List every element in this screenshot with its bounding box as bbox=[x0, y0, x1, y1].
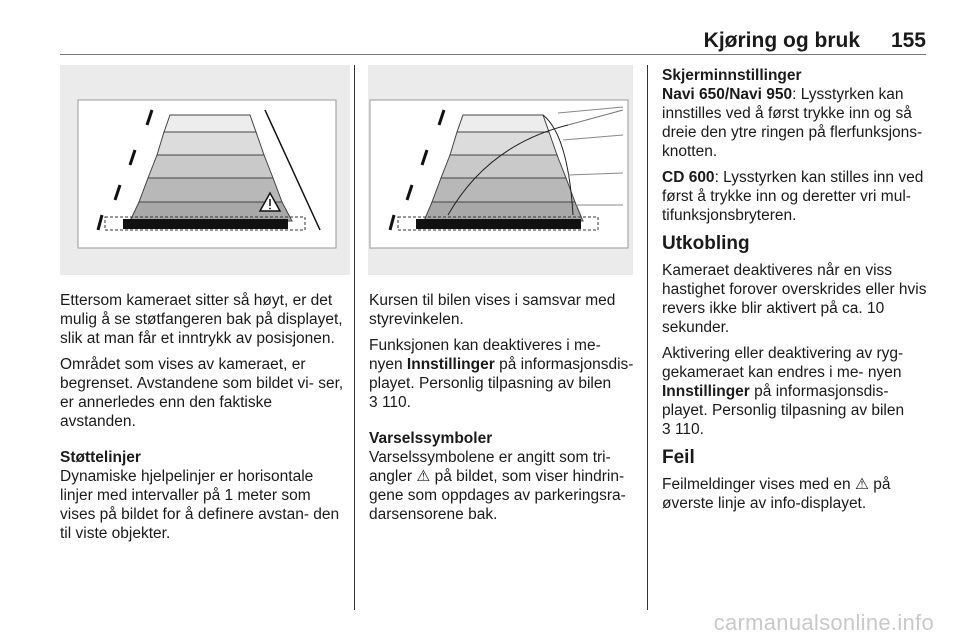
left-column bbox=[60, 291, 346, 550]
paragraph: Aktivering eller deaktivering av ryg- gekameraet kan endres i me- nyen Innstillinger på informasjonsdis- playet. Personlig tilpasning av bilen 3 110. bbox=[662, 345, 905, 438]
page-header bbox=[60, 28, 926, 55]
paragraph: Feilmeldinger vises med en ⚠ på øverste linje av info-displayet. bbox=[662, 476, 891, 512]
page-ref: 110. bbox=[674, 421, 704, 438]
warning-triangle-icon: ⚠ bbox=[416, 468, 431, 485]
paragraph: Varselssymbolene er angitt som tri- angler ⚠ på bildet, som viser hindrin- gene som oppdages av parkeringsra- darsensorene bak. bbox=[369, 449, 626, 523]
figure-rear-camera-guidelines bbox=[60, 65, 350, 275]
paragraph: Ettersom kameraet sitter så høyt, er det mulig å se støtfangeren bak på displayet, slik at man får et inntrykk av posisjonen. bbox=[60, 292, 343, 347]
subheading: Skjerminnstillinger bbox=[662, 67, 802, 84]
paragraph: CD 600: Lysstyrken kan stilles inn ved først å trykke inn og deretter vri mul- tifunksjonsbryteren. bbox=[662, 169, 924, 224]
paragraph: Dynamiske hjelpelinjer er horisontale linjer med intervaller på 1 meter som vises på bildet for å definere avstan- den til viste objekter. bbox=[60, 468, 340, 542]
column-divider-right bbox=[647, 65, 648, 610]
section-heading: Utkobling bbox=[662, 233, 750, 254]
page-ref-icon: 3 bbox=[369, 394, 378, 411]
figure-rear-camera-trajectory bbox=[368, 65, 633, 275]
subheading: Støttelinjer bbox=[60, 449, 141, 466]
section-heading: Feil bbox=[662, 447, 695, 468]
column-divider-left bbox=[354, 65, 355, 610]
section-title: Kjøring og bruk bbox=[703, 29, 860, 52]
watermark: carmanualsonline.info bbox=[713, 610, 934, 635]
warning-triangle-icon: ⚠ bbox=[854, 476, 869, 493]
paragraph: Kameraet deaktiveres når en viss hastighet forover overskrides eller hvis revers ikke blir aktivert på ca. 10 sekunder. bbox=[662, 262, 927, 336]
page-ref: 110. bbox=[381, 394, 411, 411]
middle-column bbox=[369, 291, 635, 531]
subheading: Varselssymboler bbox=[369, 430, 493, 447]
paragraph: Kursen til bilen vises i samsvar med styrevinkelen. bbox=[369, 292, 616, 328]
page-ref-icon: 3 bbox=[662, 421, 671, 438]
menu-name: Innstillinger bbox=[406, 356, 495, 373]
right-column bbox=[662, 66, 932, 520]
menu-name: Innstillinger bbox=[662, 383, 750, 400]
paragraph: Funksjonen kan deaktiveres i me- nyen Innstillinger på informasjonsdis- playet. Personlig tilpasning av bilen 3 110. bbox=[369, 337, 634, 411]
paragraph: Navi 650/Navi 950: Lysstyrken kan innstilles ved å først trykke inn og så dreie den ytre ringen på flerfunksjons- knotten. bbox=[662, 86, 923, 160]
page-number: 155 bbox=[890, 29, 926, 52]
paragraph: Området som vises av kameraet, er begrenset. Avstandene som bildet vi- ser, er annerledes enn den faktiske avstanden. bbox=[60, 356, 344, 430]
